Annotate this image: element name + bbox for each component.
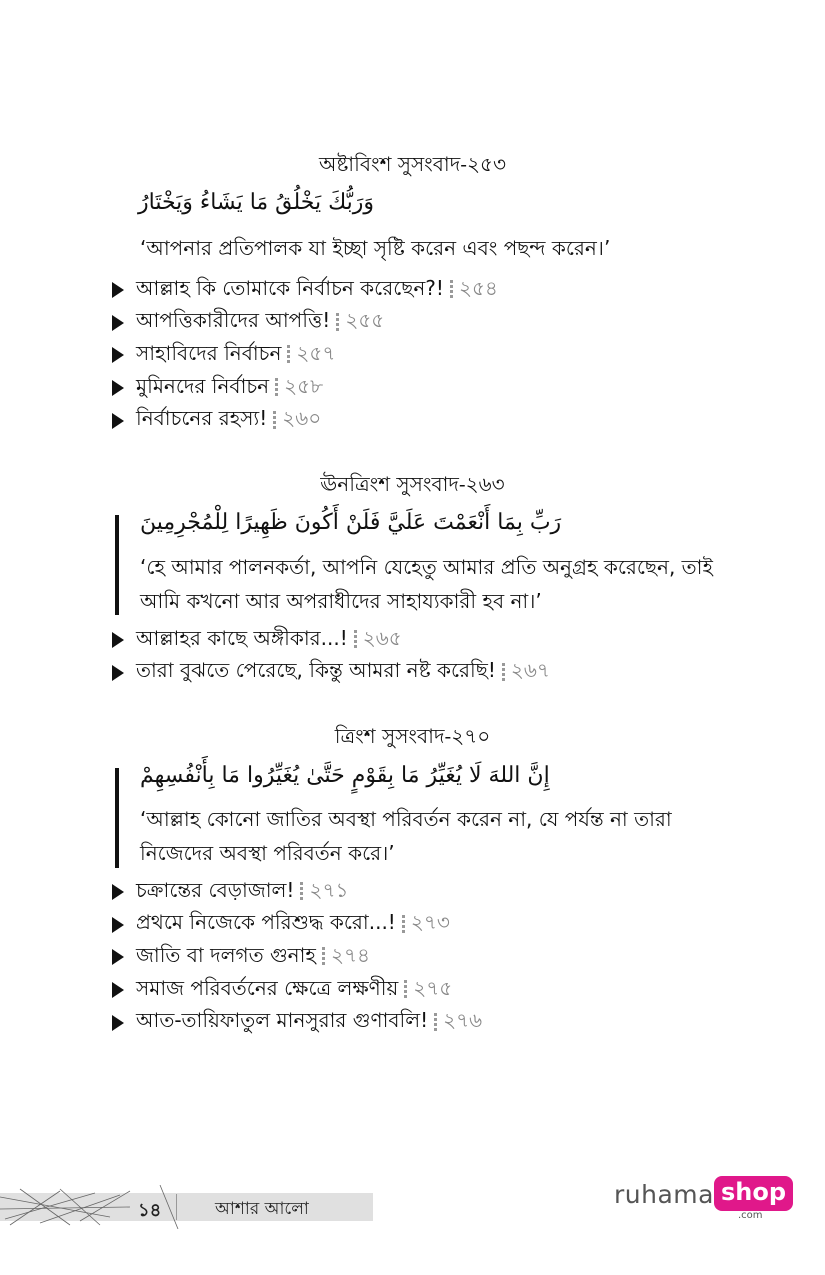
item-page: ২৬৭ xyxy=(510,658,550,683)
footer-decoration xyxy=(0,1185,200,1229)
dotted-separator-icon xyxy=(322,947,325,967)
triangle-bullet-icon xyxy=(112,315,124,331)
page-number: ১৪ xyxy=(138,1200,162,1221)
item-text: আপত্তিকারীদের আপত্তি! xyxy=(136,308,331,333)
logo-com-text: .com xyxy=(738,1210,763,1221)
translation-line: ‘হে আমার পালনকর্তা, আপনি যেহেতু আমার প্রতি অনুগ্রহ করেছেন, তাই xyxy=(140,555,713,579)
item-page: ২৭৬ xyxy=(443,1008,483,1033)
triangle-bullet-icon xyxy=(112,632,124,648)
arabic-verse: رَبِّ بِمَا أَنْعَمْتَ عَلَيَّ فَلَنْ أَكُونَ ظَهِيرًا لِلْمُجْرِمِينَ xyxy=(140,510,562,535)
book-title: আশার আলো xyxy=(215,1199,309,1219)
translation-line: ‘আল্লাহ কোনো জাতির অবস্থা পরিবর্তন করেন না, যে পর্যন্ত না তারা xyxy=(140,807,672,831)
item-page: ২৬৫ xyxy=(362,625,402,650)
item-page: ২৭৫ xyxy=(413,975,453,1000)
item-text: মুমিনদের নির্বাচন xyxy=(136,373,270,398)
triangle-bullet-icon xyxy=(112,884,124,900)
dotted-separator-icon xyxy=(275,378,278,398)
item-text: আল্লাহর কাছে অঙ্গীকার...! xyxy=(136,625,348,650)
list-item[interactable] xyxy=(112,941,482,974)
list-item[interactable] xyxy=(112,657,550,690)
list-item[interactable] xyxy=(112,876,482,909)
translation-line: নিজেদের অবস্থা পরিবর্তন করে।’ xyxy=(140,841,395,865)
list-item[interactable] xyxy=(112,372,498,405)
list-item[interactable] xyxy=(112,974,482,1007)
item-text: চক্রান্তের বেড়াজাল! xyxy=(136,877,295,902)
triangle-bullet-icon xyxy=(112,347,124,363)
triangle-bullet-icon xyxy=(112,949,124,965)
dotted-separator-icon xyxy=(434,1013,437,1033)
dotted-separator-icon xyxy=(287,345,290,365)
item-page: ২৫৮ xyxy=(284,373,324,398)
item-page: ২৬০ xyxy=(282,406,322,431)
item-text: আত-তায়িফাতুল মানসুরার গুণাবলি! xyxy=(136,1008,429,1033)
triangle-bullet-icon xyxy=(112,665,124,681)
item-page: ২৫৭ xyxy=(296,340,336,365)
topic-list xyxy=(112,624,550,689)
triangle-bullet-icon xyxy=(112,413,124,429)
triangle-bullet-icon xyxy=(112,917,124,933)
dotted-separator-icon xyxy=(402,915,405,935)
arabic-verse: وَرَبُّكَ يَخْلُقُ مَا يَشَاءُ وَيَخْتَارُ xyxy=(138,190,375,215)
logo-ruhama-text: ruhama xyxy=(614,1180,714,1209)
dotted-separator-icon xyxy=(404,980,407,1000)
dotted-separator-icon xyxy=(502,663,505,683)
triangle-bullet-icon xyxy=(112,1015,124,1031)
dotted-separator-icon xyxy=(450,280,453,300)
dotted-separator-icon xyxy=(336,313,339,333)
topic-list xyxy=(112,274,498,437)
item-page: ২৫৫ xyxy=(345,308,385,333)
list-item[interactable] xyxy=(112,1006,482,1039)
triangle-bullet-icon xyxy=(112,982,124,998)
list-item[interactable] xyxy=(112,274,498,307)
item-text: প্রথমে নিজেকে পরিশুদ্ধ করো...! xyxy=(136,910,396,935)
quote-bar xyxy=(115,768,119,868)
triangle-bullet-icon xyxy=(112,380,124,396)
list-item[interactable] xyxy=(112,339,498,372)
item-text: তারা বুঝতে পেরেছে, কিন্তু আমরা নষ্ট করেছি! xyxy=(136,658,496,683)
list-item[interactable] xyxy=(112,624,550,657)
item-text: আল্লাহ কি তোমাকে নির্বাচন করেছেন?! xyxy=(136,275,444,300)
item-text: নির্বাচনের রহস্য! xyxy=(136,406,268,431)
item-page: ২৭৩ xyxy=(410,910,450,935)
list-item[interactable] xyxy=(112,909,482,942)
dotted-separator-icon xyxy=(273,411,276,431)
footer-divider xyxy=(176,1194,177,1220)
list-item[interactable] xyxy=(112,307,498,340)
section-title: ঊনত্রিংশ সুসংবাদ-২৬৩ xyxy=(320,472,505,496)
quote-bar xyxy=(115,515,119,615)
item-page: ২৫৪ xyxy=(458,275,498,300)
verse-translation xyxy=(140,550,713,618)
list-item[interactable] xyxy=(112,404,498,437)
item-page: ২৭৪ xyxy=(330,942,370,967)
arabic-verse: إِنَّ اللهَ لَا يُغَيِّرُ مَا بِقَوْمٍ حَتَّىٰ يُغَيِّرُوا مَا بِأَنْفُسِهِمْ xyxy=(140,763,550,788)
verse-translation xyxy=(140,802,672,870)
section-title: অষ্টাবিংশ সুসংবাদ-২৫৩ xyxy=(319,152,506,176)
topic-list xyxy=(112,876,482,1039)
translation-line: আমি কখনো আর অপরাধীদের সাহায্যকারী হব না।’ xyxy=(140,589,542,613)
item-page: ২৭১ xyxy=(309,877,349,902)
dotted-separator-icon xyxy=(354,630,357,650)
item-text: সমাজ পরিবর্তনের ক্ষেত্রে লক্ষণীয় xyxy=(136,975,399,1000)
triangle-bullet-icon xyxy=(112,282,124,298)
verse-translation: ‘আপনার প্রতিপালক যা ইচ্ছা সৃষ্টি করেন এবং পছন্দ করেন।’ xyxy=(140,236,611,260)
item-text: জাতি বা দলগত গুনাহ xyxy=(136,942,316,967)
section-title: ত্রিংশ সুসংবাদ-২৭০ xyxy=(334,724,491,748)
logo-shop-badge: shop xyxy=(714,1176,793,1211)
item-text: সাহাবিদের নির্বাচন xyxy=(136,340,282,365)
dotted-separator-icon xyxy=(300,882,303,902)
